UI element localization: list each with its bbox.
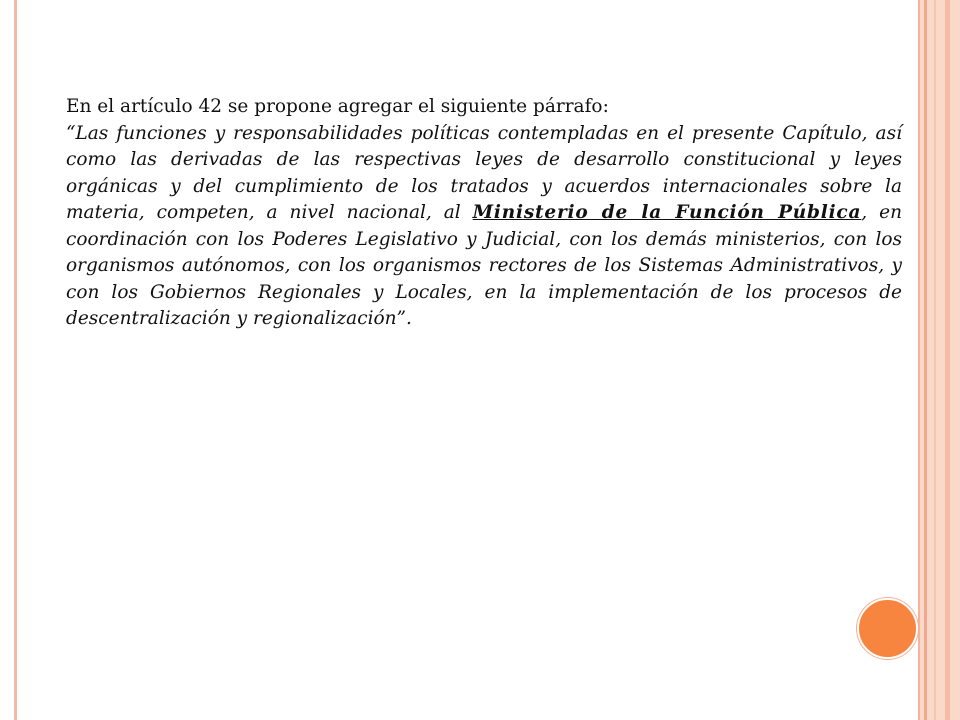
right-stripe-3	[934, 0, 936, 720]
intro-text: En el artículo 42 se propone agregar el siguiente párrafo:	[66, 96, 609, 117]
orange-circle-decoration	[857, 598, 918, 659]
ministry-emphasis: Ministerio de la Función Pública	[472, 202, 862, 223]
right-stripe-4	[945, 0, 950, 720]
quoted-paragraph	[66, 121, 902, 333]
slide-body	[66, 94, 902, 333]
right-stripe-1	[918, 0, 920, 720]
quote-text-before: “Las funciones y responsabilidades políticas contempladas en el presente Capítulo, así como las derivadas de las respectivas leyes de desarrollo constitucional y leyes orgánicas y del cumplimiento de los tratados y acuerdos internacionales sobre la materia, competen, a nivel nacional, al	[66, 122, 902, 223]
quote-text-after: , en coordinación con los Poderes Legislativo y Judicial, con los demás ministerios, con los organismos autónomos, con los organismos rectores de los Sistemas Administrativos, y con los Gobiernos Regionales y Locales, en la implementación de los procesos de descentralización y regionalización”.	[66, 202, 902, 329]
left-border-line	[14, 0, 17, 720]
right-stripe-2	[924, 0, 927, 720]
